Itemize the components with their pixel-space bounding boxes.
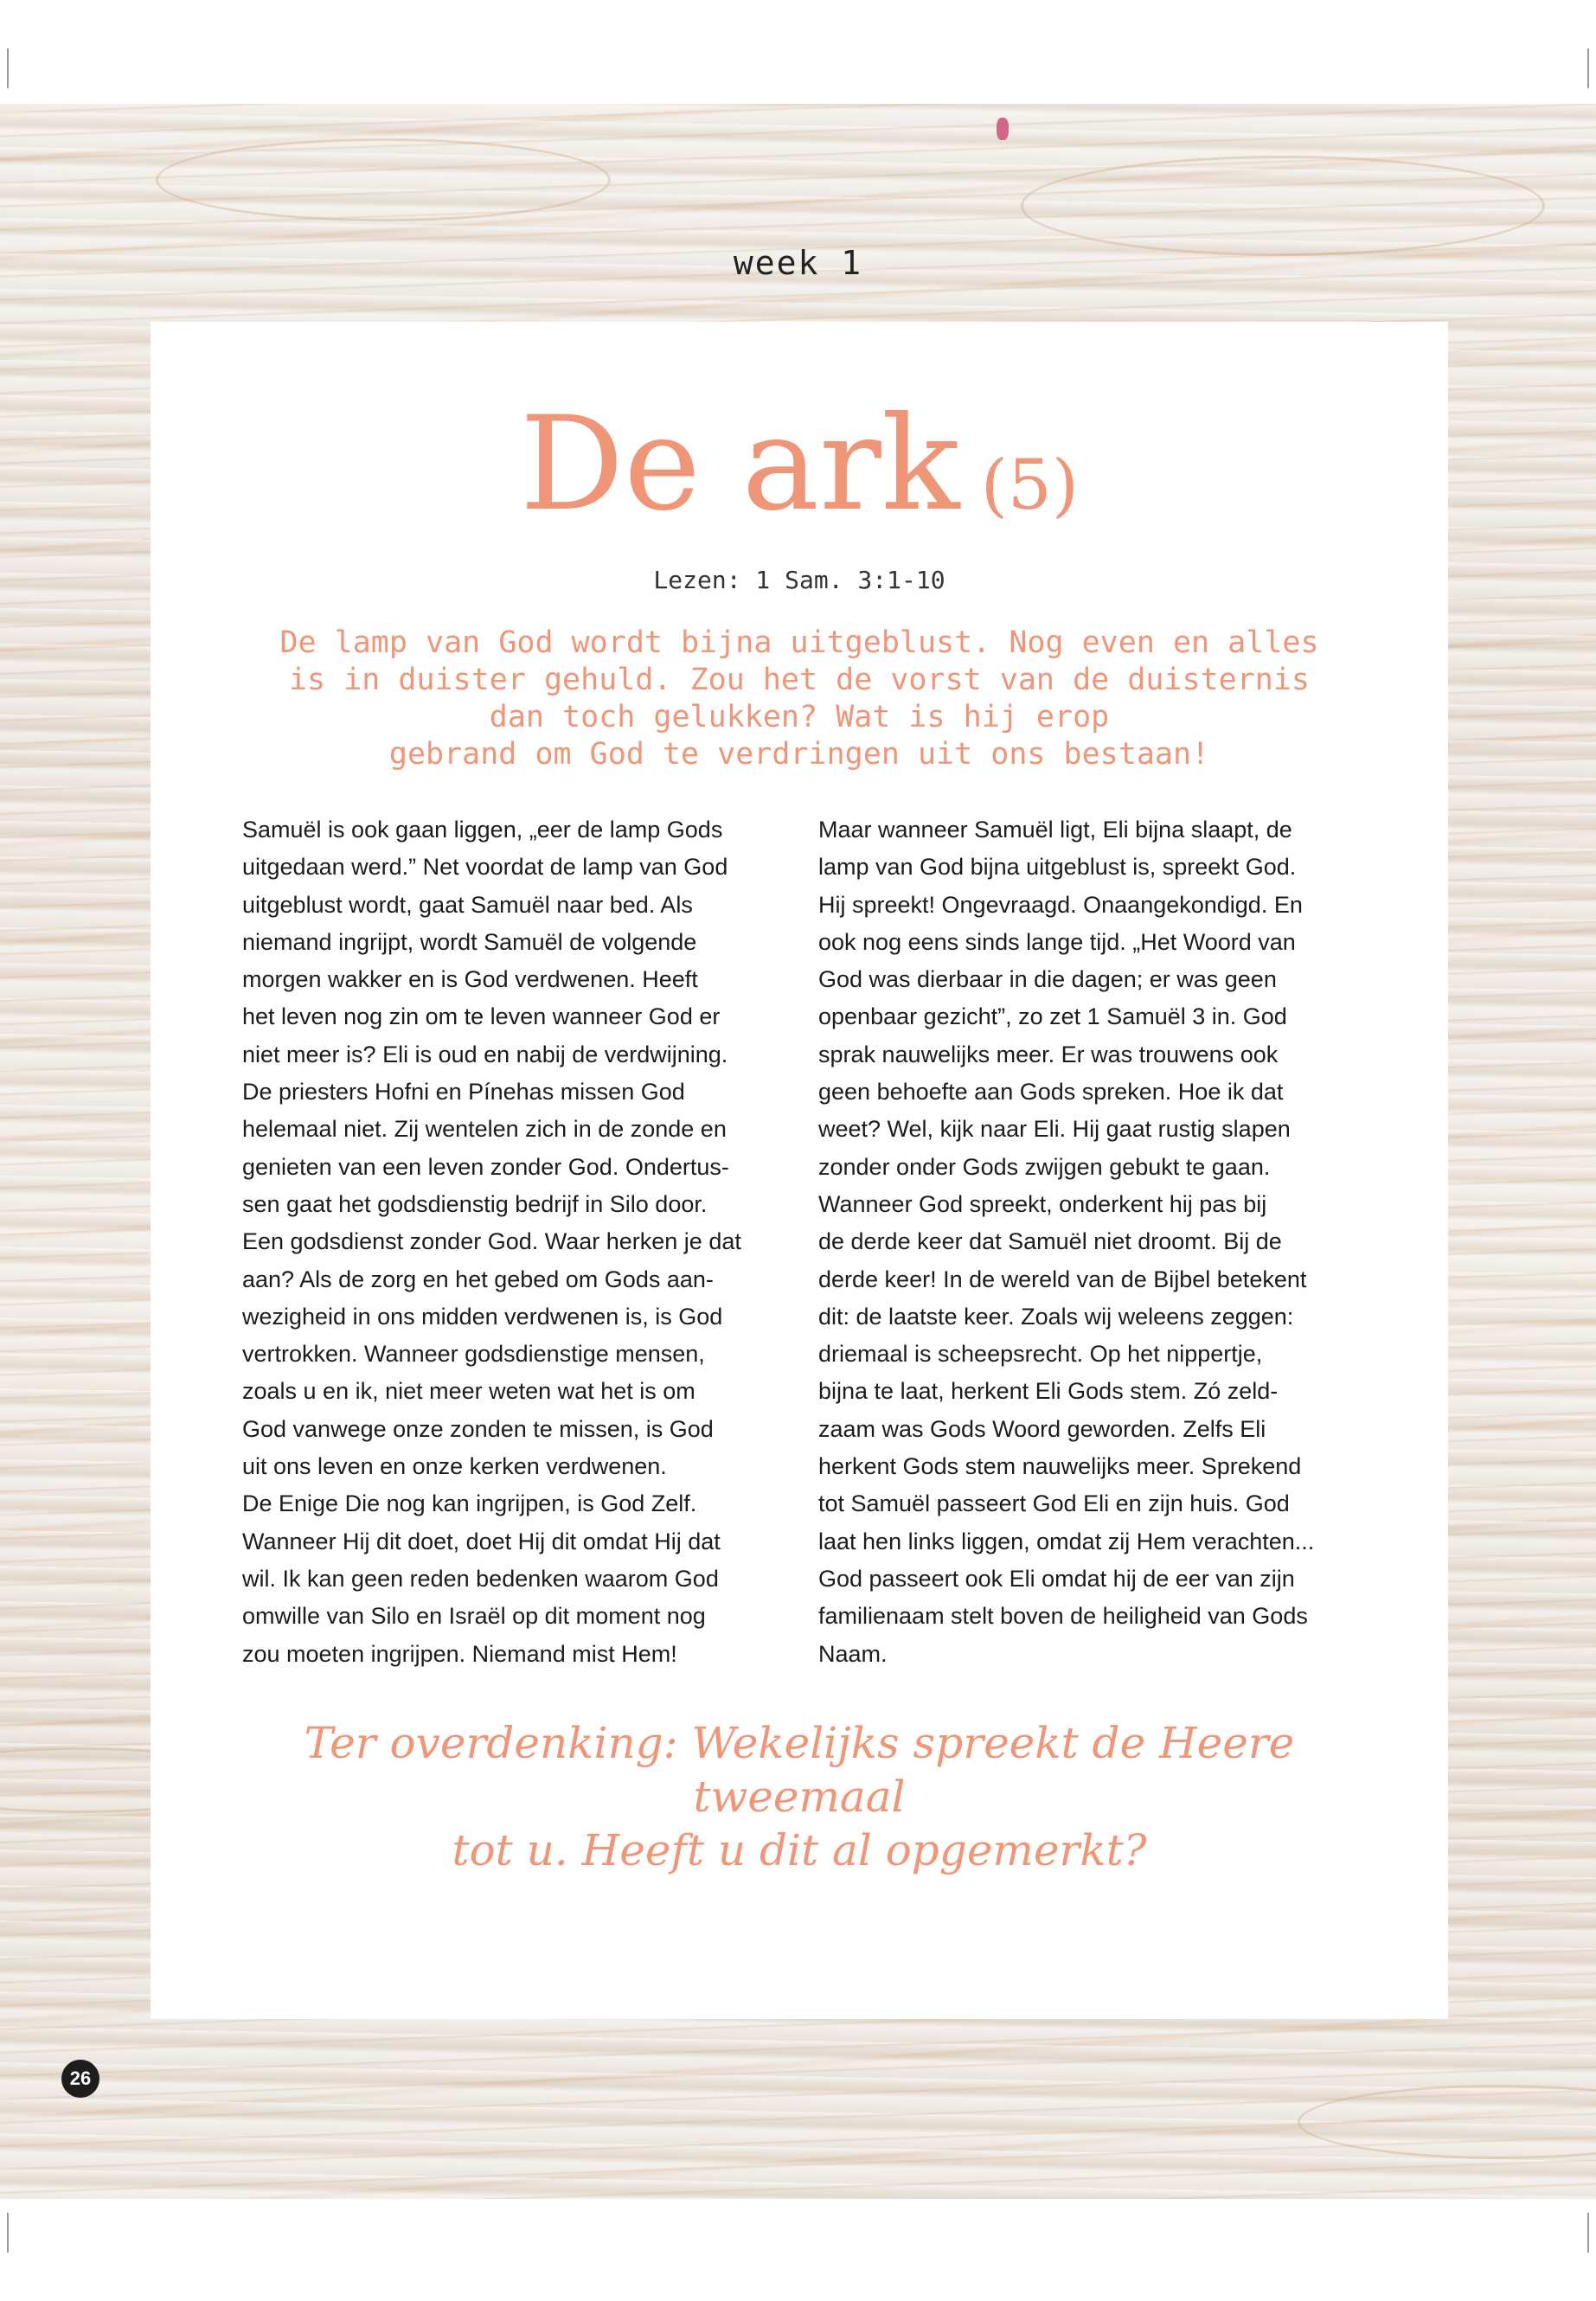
body-line: lamp van God bijna uitgeblust is, spreekt God. xyxy=(818,854,1297,881)
body-line: zonder onder Gods zwijgen gebukt te gaan. xyxy=(818,1153,1271,1180)
intro-text xyxy=(237,625,1362,773)
body-line: tot Samuël passeert God Eli en zijn huis. God xyxy=(818,1490,1290,1517)
body-line: ook nog eens sinds lange tijd. „Het Woord van xyxy=(818,928,1296,955)
body-line: weet? Wel, kijk naar Eli. Hij gaat rustig slapen xyxy=(818,1116,1291,1143)
body-line: dit: de laatste keer. Zoals wij weleens zeggen: xyxy=(818,1303,1294,1330)
body-line: het leven nog zin om te leven wanneer God er xyxy=(242,1003,721,1030)
body-line: uitgeblust wordt, gaat Samuël naar bed. Als xyxy=(242,891,693,918)
intro-line: gebrand om God te verdringen uit ons bestaan! xyxy=(388,737,1210,772)
paint-speck xyxy=(997,118,1009,140)
intro-line: is in duister gehuld. Zou het de vorst van de duisternis xyxy=(288,663,1311,697)
body-line: zou moeten ingrijpen. Niemand mist Hem! xyxy=(242,1640,677,1667)
body-line: wil. Ik kan geen reden bedenken waarom God xyxy=(242,1565,719,1592)
crop-mark-bottom-right xyxy=(1587,2213,1589,2253)
reading-reference: Lezen: 1 Sam. 3:1-10 xyxy=(653,566,945,594)
reflection-text xyxy=(237,1716,1362,1877)
body-line: De Enige Die nog kan ingrijpen, is God Zelf. xyxy=(242,1490,697,1517)
body-line: laat hen links liggen, omdat zij Hem verachten... xyxy=(818,1528,1315,1554)
body-line: bijna te laat, herkent Eli Gods stem. Zó zeld- xyxy=(818,1378,1279,1405)
body-line: Hij spreekt! Ongevraagd. Onaangekondigd. En xyxy=(818,891,1303,918)
wood-knot xyxy=(156,138,611,221)
reflection-line: tot u. Heeft u dit al opgemerkt? xyxy=(452,1825,1147,1875)
body-line: God passeert ook Eli omdat hij de eer van zijn xyxy=(818,1565,1295,1592)
body-line: uit ons leven en onze kerken verdwenen. xyxy=(242,1453,667,1480)
week-label: week 1 xyxy=(733,244,863,282)
body-line: wezigheid in ons midden verdwenen is, is God xyxy=(242,1303,723,1330)
body-line: God was dierbaar in die dagen; er was geen xyxy=(818,966,1277,993)
crop-mark-top-right xyxy=(1587,48,1589,88)
crop-mark-top-left xyxy=(7,48,9,88)
body-line: driemaal is scheepsrecht. Op het nippertje, xyxy=(818,1341,1263,1368)
title-number: (5) xyxy=(980,445,1080,525)
body-line: morgen wakker en is God verdwenen. Heeft xyxy=(242,966,698,993)
crop-mark-bottom-left xyxy=(7,2213,9,2253)
body-line: Wanneer Hij dit doet, doet Hij dit omdat Hij dat xyxy=(242,1528,721,1554)
wood-knot xyxy=(1298,2085,1596,2159)
body-column-left xyxy=(242,811,796,1673)
body-line: omwille van Silo en Israël op dit moment nog xyxy=(242,1603,706,1630)
body-column-right xyxy=(818,811,1372,1673)
body-line: Naam. xyxy=(818,1640,888,1667)
content-card xyxy=(151,322,1448,2019)
body-line: sprak nauwelijks meer. Er was trouwens ook xyxy=(818,1041,1279,1067)
body-line: Samuël is ook gaan liggen, „eer de lamp Gods xyxy=(242,817,723,843)
body-line: zaam was Gods Woord geworden. Zelfs Eli xyxy=(818,1415,1266,1442)
body-line: sen gaat het godsdienstig bedrijf in Silo door. xyxy=(242,1190,708,1217)
article-title xyxy=(151,389,1448,540)
intro-line: De lamp van God wordt bijna uitgeblust. Nog even en alles xyxy=(279,625,1319,660)
body-line: aan? Als de zorg en het gebed om Gods aan- xyxy=(242,1266,714,1292)
body-line: niemand ingrijpt, wordt Samuël de volgende xyxy=(242,928,697,955)
body-line: helemaal niet. Zij wentelen zich in de zonde en xyxy=(242,1116,727,1143)
body-line: geen behoefte aan Gods spreken. Hoe ik dat xyxy=(818,1079,1284,1106)
body-line: genieten van een leven zonder God. Ondertus- xyxy=(242,1153,729,1180)
reflection-line: Ter overdenking: Wekelijks spreekt de Heere tweemaal xyxy=(304,1718,1295,1822)
body-line: familienaam stelt boven de heiligheid van Gods xyxy=(818,1603,1308,1630)
body-line: niet meer is? Eli is oud en nabij de verdwijning. xyxy=(242,1041,728,1067)
body-line: God vanwege onze zonden te missen, is God xyxy=(242,1415,714,1442)
body-line: zoals u en ik, niet meer weten wat het is om xyxy=(242,1378,695,1405)
title-text: De ark xyxy=(519,389,960,540)
body-line: Wanneer God spreekt, onderkent hij pas bij xyxy=(818,1190,1267,1217)
body-line: vertrokken. Wanneer godsdienstige mensen, xyxy=(242,1341,705,1368)
body-line: Een godsdienst zonder God. Waar herken je dat xyxy=(242,1228,741,1255)
body-line: derde keer! In de wereld van de Bijbel betekent xyxy=(818,1266,1307,1292)
body-line: De priesters Hofni en Pínehas missen God xyxy=(242,1079,685,1106)
wood-knot xyxy=(1021,156,1545,256)
body-line: uitgedaan werd.” Net voordat de lamp van God xyxy=(242,854,728,881)
page-number-badge: 26 xyxy=(61,2060,99,2098)
body-line: Maar wanneer Samuël ligt, Eli bijna slaapt, de xyxy=(818,817,1292,843)
body-line: herkent Gods stem nauwelijks meer. Sprekend xyxy=(818,1453,1302,1480)
body-line: de derde keer dat Samuël niet droomt. Bij de xyxy=(818,1228,1282,1255)
body-line: openbaar gezicht”, zo zet 1 Samuël 3 in. God xyxy=(818,1003,1287,1030)
intro-line: dan toch gelukken? Wat is hij erop xyxy=(489,700,1110,734)
